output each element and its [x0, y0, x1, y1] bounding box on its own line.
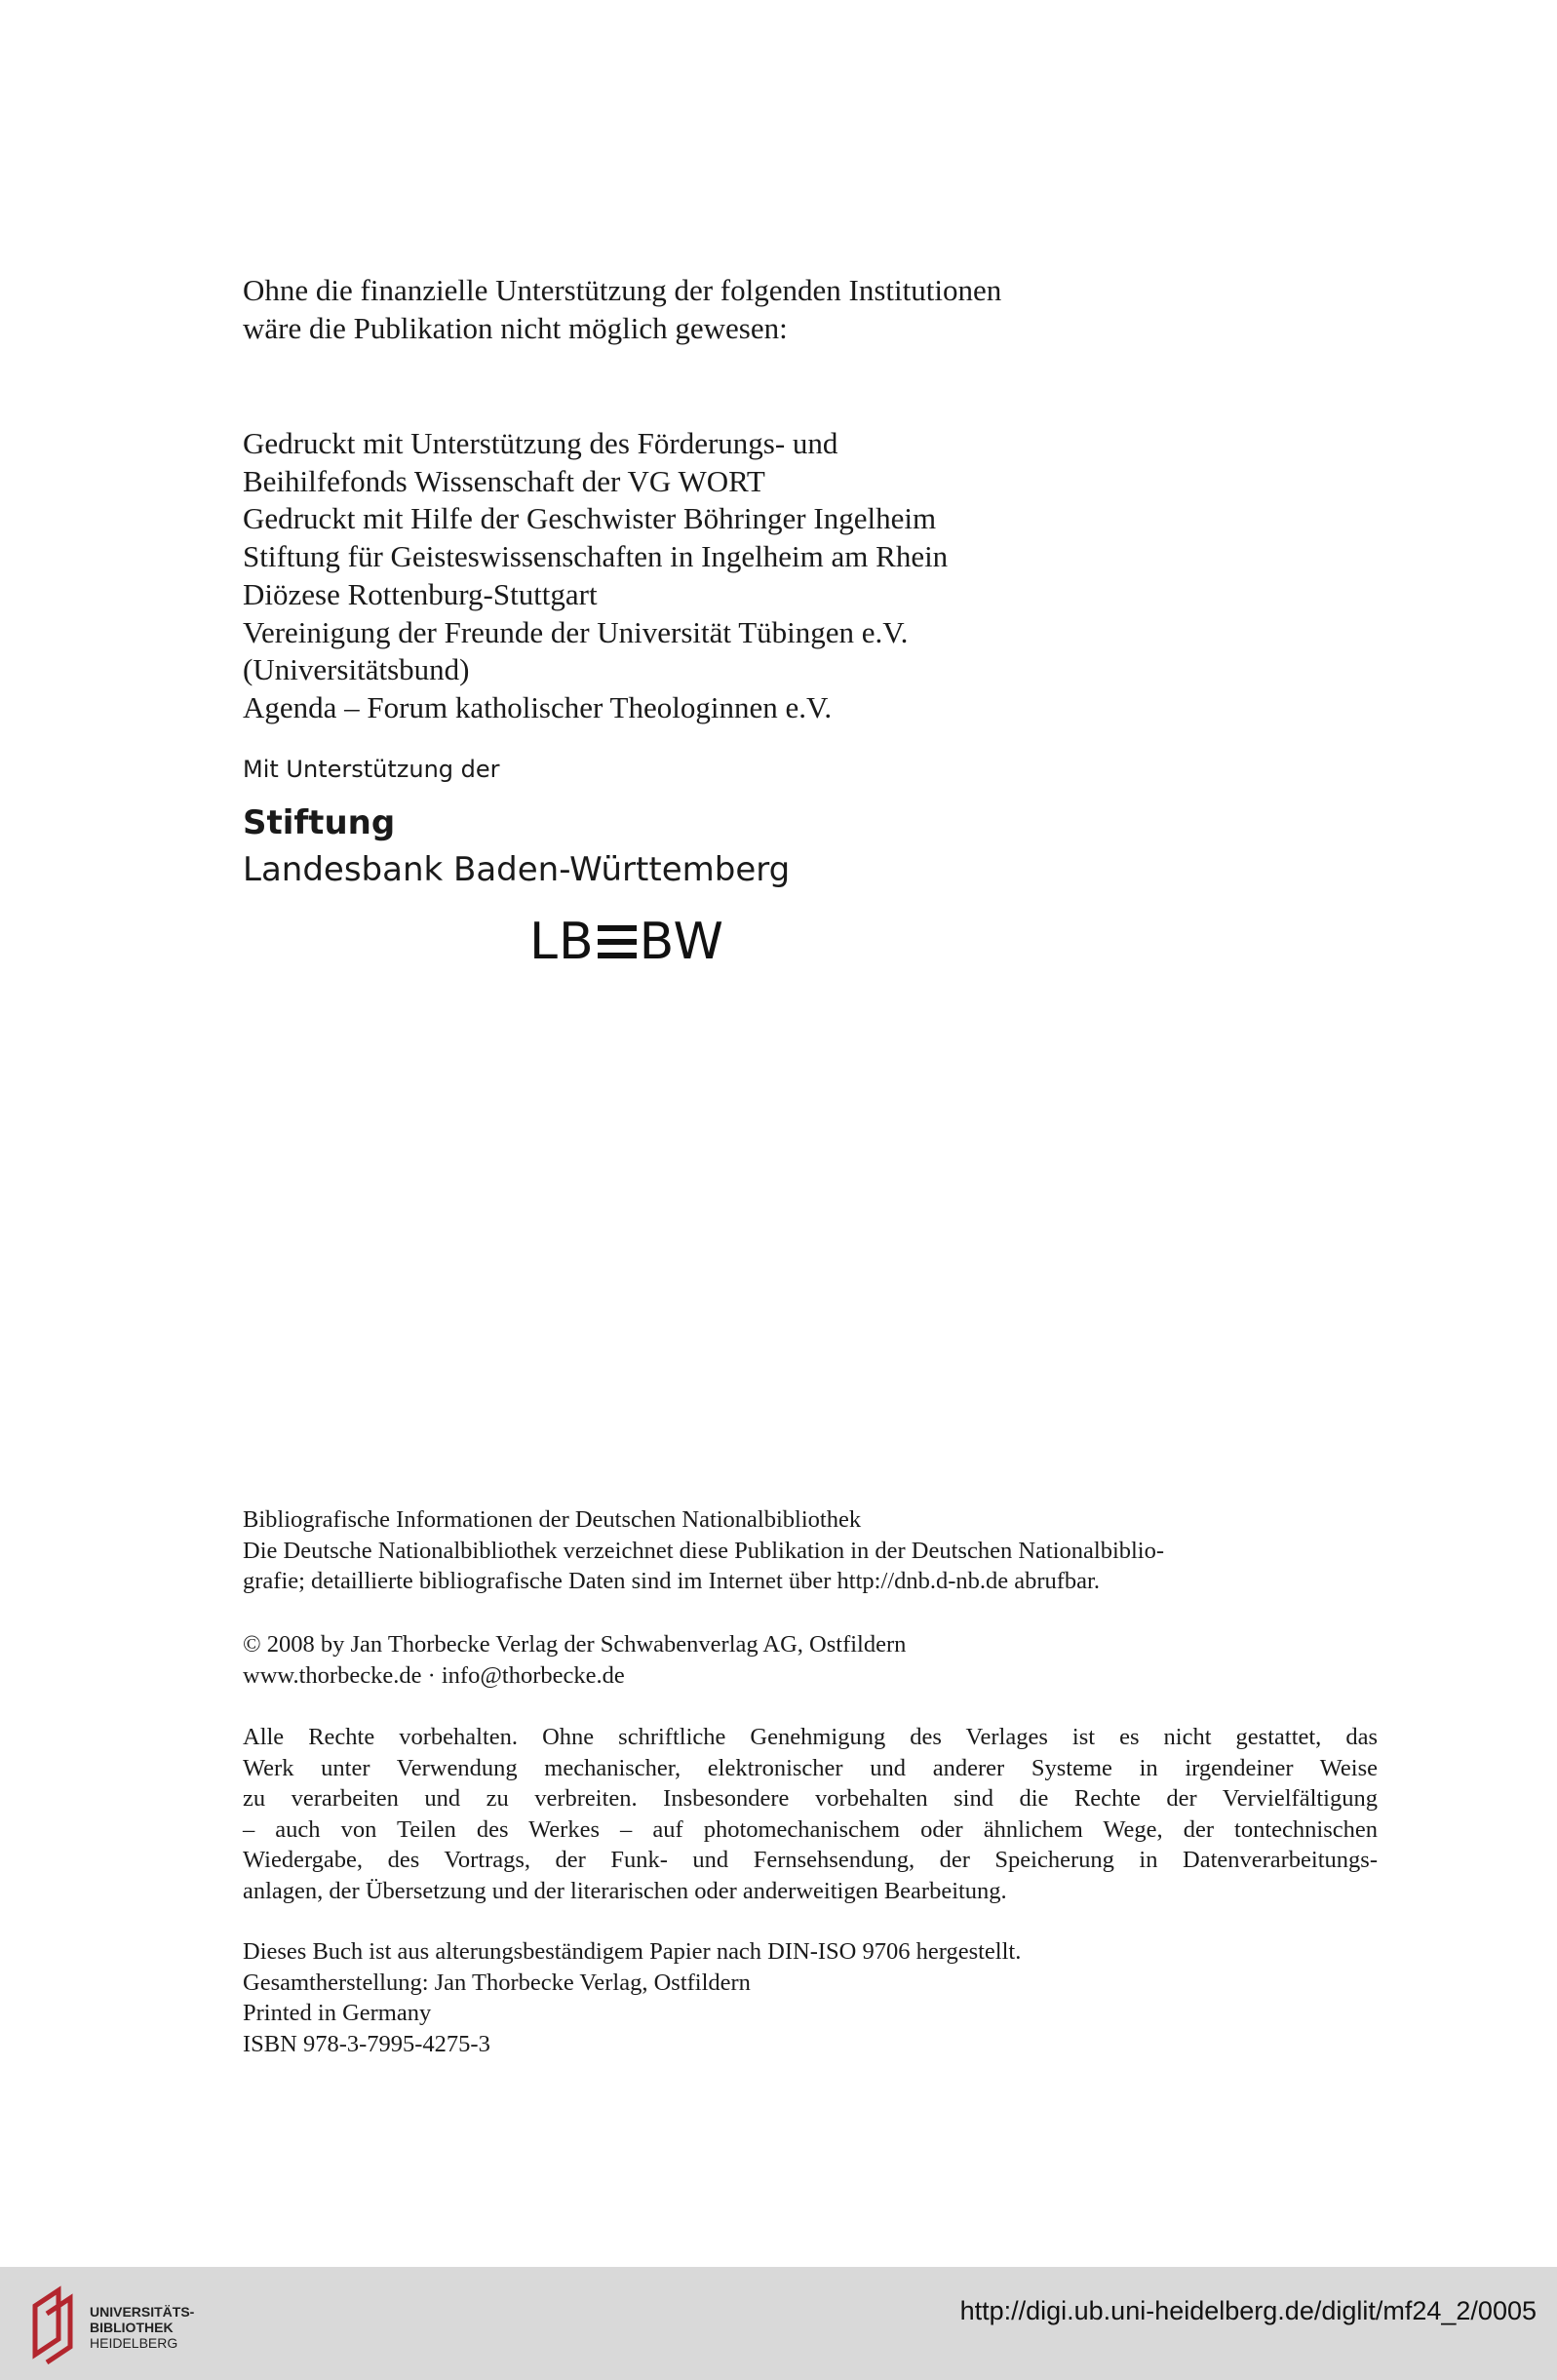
supporter-line: Gedruckt mit Hilfe der Geschwister Böhringer Ingelheim: [243, 501, 937, 536]
supporter-line: (Universitätsbund): [243, 652, 470, 687]
isbn: ISBN 978-3-7995-4275-3: [243, 2030, 490, 2057]
rights-line: zu verarbeiten und zu verbreiten. Insbesondere vorbehalten sind die Rechte der Vervielfältigung: [243, 1785, 1378, 1813]
university-library-name: [90, 2304, 194, 2351]
paper-line: Dieses Buch ist aus alterungsbeständigem Papier nach DIN-ISO 9706 hergestellt.: [243, 1938, 1022, 1965]
bib-line: grafie; detaillierte bibliografische Daten sind im Internet über http://dnb.d-nb.de abrufbar.: [243, 1568, 1100, 1594]
library-name-line: HEIDELBERG: [90, 2335, 178, 2351]
supporter-line: Vereinigung der Freunde der Universität Tübingen e.V.: [243, 614, 909, 649]
supporter-line: Stiftung für Geisteswissenschaften in Ingelheim am Rhein: [243, 539, 949, 574]
rights-line: Wiedergabe, des Vortrags, der Funk- und Fernsehsendung, der Speicherung in Datenverarbeitungs-: [243, 1847, 1378, 1874]
bib-line: Bibliografische Informationen der Deutschen Nationalbibliothek: [243, 1506, 862, 1533]
funding-intro: [243, 271, 1218, 347]
copyright-notice: [243, 1629, 1344, 1691]
bib-line: Die Deutsche Nationalbibliothek verzeichnet diese Publikation in der Deutschen Nationalbiblio-: [243, 1537, 1165, 1564]
sponsor-bank-name: Landesbank Baden-Württemberg: [243, 850, 791, 889]
rights-line: Alle Rechte vorbehalten. Ohne schriftliche Genehmigung des Verlages ist es nicht gestattet, das: [243, 1724, 1378, 1750]
viewer-footer: [0, 2267, 1557, 2380]
university-library-logo-icon: [29, 2282, 86, 2364]
copyright-line: © 2008 by Jan Thorbecke Verlag der Schwabenverlag AG, Ostfildern: [243, 1631, 907, 1658]
library-name-line: BIBLIOTHEK: [90, 2320, 174, 2335]
permalink-url[interactable]: http://digi.ub.uni-heidelberg.de/diglit/mf24_2/0005: [959, 2296, 1537, 2325]
rights-notice: [243, 1722, 1378, 1907]
library-name-line: UNIVERSITÄTS-: [90, 2304, 195, 2320]
lbbw-logo: [529, 913, 724, 971]
sponsor-label: Mit Unterstützung der: [243, 756, 500, 783]
sponsor-stiftung: Stiftung: [243, 803, 396, 842]
supporter-line: Agenda – Forum katholischer Theologinnen e.V.: [243, 689, 833, 724]
production-line: Gesamtherstellung: Jan Thorbecke Verlag, Ostfildern: [243, 1969, 751, 1996]
rights-line: Werk unter Verwendung mechanischer, elektronischer und anderer Systeme in irgendeiner Weise: [243, 1754, 1378, 1781]
intro-line: Ohne die finanzielle Unterstützung der folgenden Institutionen: [243, 273, 1002, 307]
supporter-line: Diözese Rottenburg-Stuttgart: [243, 576, 598, 611]
lbbw-bars-icon: [598, 925, 637, 958]
supporter-line: Gedruckt mit Unterstützung des Förderungs- und: [243, 426, 838, 460]
lbbw-logo-right: BW: [639, 913, 724, 971]
supporters-list: [243, 425, 1315, 727]
intro-line: wäre die Publikation nicht möglich gewesen:: [243, 311, 788, 345]
lbbw-logo-left: LB: [529, 913, 595, 971]
supporter-line: Beihilfefonds Wissenschaft der VG WORT: [243, 463, 765, 498]
printed-in-line: Printed in Germany: [243, 2000, 432, 2027]
rights-line: anlagen, der Übersetzung und der literarischen oder anderweitigen Bearbeitung.: [243, 1877, 1007, 1904]
bibliographic-info: [243, 1504, 1344, 1597]
publisher-contact: www.thorbecke.de · info@thorbecke.de: [243, 1661, 625, 1689]
printing-info: [243, 1936, 1344, 2059]
rights-line: – auch von Teilen des Werkes – auf photomechanischem oder ähnlichem Wege, der tontechnischen: [243, 1815, 1378, 1843]
